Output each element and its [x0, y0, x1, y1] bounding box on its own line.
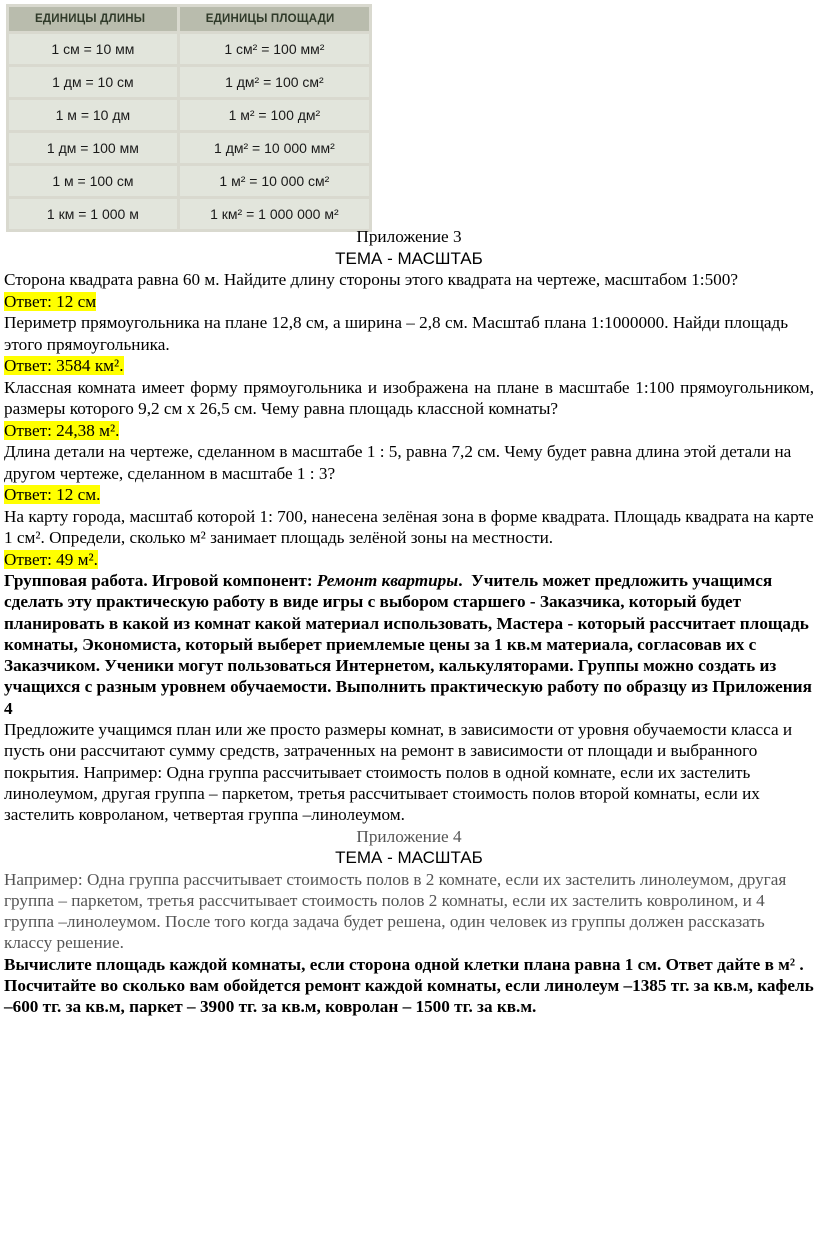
table-row: [9, 199, 369, 229]
area-cell: 1 м² = 10 000 см²: [180, 166, 369, 196]
length-cell: 1 м = 10 дм: [9, 100, 177, 130]
group-work-body: Учитель может предложить учащимся сделать эту практическую работу в виде игры с выбором старшего - Заказчика, который будет планировать в какой из комнат какой материал использовать, Мастера - который рассчитает площадь комнаты, Экономиста, который выберет приемлемые цены за 1 кв.м материала, согласовав их с Заказчиком. Ученики могут пользоваться Интернетом, калькуляторами. Группы можно создать из учащихся с разным уровнем обучаемости. Выполнить практическую работу по образцу из Приложения 4: [4, 571, 812, 718]
appendix4-topic: ТЕМА - МАСШТАБ: [335, 848, 483, 868]
appendix4-title: Приложение 4: [356, 826, 462, 846]
area-cell: 1 км² = 1 000 000 м²: [180, 199, 369, 229]
problem-question: Сторона квадрата равна 60 м. Найдите длину стороны этого квадрата на чертеже, масштабом 1:500?: [4, 270, 738, 289]
game-component-title: Ремонт квартиры: [316, 571, 459, 590]
length-cell: 1 км = 1 000 м: [9, 199, 177, 229]
area-cell: 1 дм² = 100 см²: [180, 67, 369, 97]
problem-question: Периметр прямоугольника на плане 12,8 см, а ширина – 2,8 см. Масштаб плана 1:1000000. Найди площадь этого прямоугольника.: [4, 313, 789, 354]
answer-highlight: Ответ: 3584 км².: [4, 356, 124, 375]
units-table: [6, 4, 372, 232]
table-row: [9, 166, 369, 196]
appendix3-topic: ТЕМА - МАСШТАБ: [335, 248, 483, 268]
problem-question: Длина детали на чертеже, сделанном в масштабе 1 : 5, равна 7,2 см. Чему будет равна длина этой детали на другом чертеже, сделанном в масштабе 1 : 3?: [4, 442, 792, 483]
problem-answer: [4, 549, 814, 571]
answer-highlight: Ответ: 24,38 м².: [4, 420, 120, 440]
problem-question: На карту города, масштаб которой 1: 700, нанесена зелёная зона в форме квадрата. Площадь квадрата на карте 1 см². Определи, сколько м² занимает площадь зелёной зоны на местности.: [4, 506, 814, 547]
problem-question: Классная комната имеет форму прямоугольника и изображена на плане в масштабе 1:100 прямоугольником, размеры которого 9,2 см х 26,5 см. Чему равна площадь классной комнаты?: [4, 377, 814, 418]
problem-answer: [4, 291, 814, 313]
length-units-header: ЕДИНИЦЫ ДЛИНЫ: [9, 7, 177, 31]
area-cell: 1 см² = 100 мм²: [180, 34, 369, 64]
area-cell: 1 дм² = 10 000 мм²: [180, 133, 369, 163]
group-work-lead: Групповая работа. Игровой компонент:: [4, 571, 313, 590]
table-row: [9, 133, 369, 163]
table-row: [9, 100, 369, 130]
document-body: [4, 226, 814, 1018]
group-work-paragraph: [4, 570, 814, 719]
answer-highlight: Ответ: 12 см.: [4, 485, 101, 504]
table-row: [9, 34, 369, 64]
answer-highlight: Ответ: 12 см: [4, 291, 97, 311]
appendix4-task: Вычислите площадь каждой комнаты, если сторона одной клетки плана равна 1 см. Ответ дайте в м² . Посчитайте во сколько вам обойдется ремонт каждой комнаты, если линолеум –1385 тг. за кв.м, кафель –600 тг. за кв.м, паркет – 3900 тг. за кв.м, ковролан – 1500 тг. за кв.м.: [4, 954, 814, 1017]
problem-answer: [4, 420, 814, 442]
length-cell: 1 дм = 10 см: [9, 67, 177, 97]
area-cell: 1 м² = 100 дм²: [180, 100, 369, 130]
problem-answer: [4, 484, 814, 506]
length-cell: 1 м = 100 см: [9, 166, 177, 196]
length-cell: 1 дм = 100 мм: [9, 133, 177, 163]
group-work-instructions: Предложите учащимся план или же просто размеры комнат, в зависимости от уровня обучаемости класса и пусть они рассчитают сумму средств, затраченных на ремонт в зависимости от площади и выбранного покрытия. Например: Одна группа рассчитывает стоимость полов в одной комнате, если их застелить линолеумом, другая группа – паркетом, третья рассчитывает стоимость полов второй комнаты, если их застелить ковроланом, четвертая группа –линолеумом.: [4, 720, 793, 825]
area-units-header: ЕДИНИЦЫ ПЛОЩАДИ: [180, 7, 369, 31]
problem-answer: [4, 355, 814, 377]
answer-highlight: Ответ: 49 м².: [4, 549, 98, 569]
table-row: [9, 67, 369, 97]
appendix4-example: Например: Одна группа рассчитывает стоимость полов в 2 комнате, если их застелить линолеумом, другая группа – паркетом, третья рассчитывает стоимость полов 2 комнаты, если их застелить ковролином, и 4 группа –линолеумом. После того когда задача будет решена, один человек из группы должен рассказать классу решение.: [4, 869, 787, 953]
length-cell: 1 см = 10 мм: [9, 34, 177, 64]
units-table-header: [9, 7, 369, 31]
appendix3-title: Приложение 3: [356, 227, 462, 246]
group-work-punct: .: [458, 571, 463, 590]
